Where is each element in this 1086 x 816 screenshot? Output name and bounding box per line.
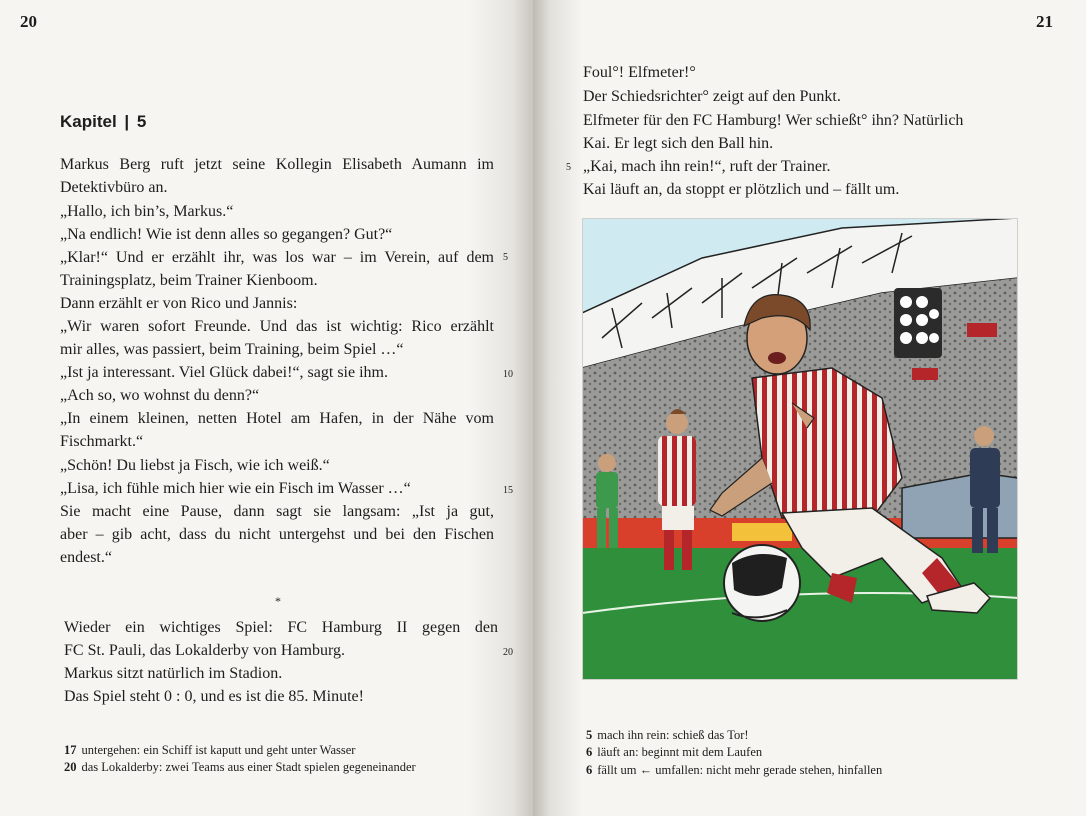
footnote-text: das Lokalderby: zwei Teams aus einer Stadt spielen gegeneinander (81, 760, 416, 774)
stadium-banner (967, 323, 997, 337)
text-line: „Na endlich! Wie ist denn alles so gegangen? Gut?“ (60, 226, 393, 243)
footnote-text: fällt um ← umfallen: nicht mehr gerade stehen, hinfallen (597, 763, 883, 777)
text-line: „Ist ja interessant. Viel Glück dabei!“, sagt sie ihm. (60, 364, 388, 381)
text-line: „Schön! Du liebst ja Fisch, wie ich weiß.“ (60, 457, 330, 474)
text-line: Kai läuft an, da stoppt er plötzlich und – fällt um. (583, 181, 900, 198)
chapter-heading (60, 112, 146, 132)
text-line: „Wir waren sofort Freunde. Und das ist wichtig: Rico erzählt (60, 318, 494, 335)
pitch-grass (582, 548, 1018, 680)
text-line: Dann erzählt er von Rico und Jannis: (60, 295, 298, 312)
text-line: „Ach so, wo wohnst du denn?“ (60, 387, 260, 404)
text-line: Trainingsplatz, beim Trainer Kienboom. (60, 272, 318, 289)
text-line: „Hallo, ich bin’s, Markus.“ (60, 203, 234, 220)
line-number: 10 (503, 369, 513, 380)
text-line: „Lisa, ich fühle mich hier wie ein Fisch im Wasser …“ (60, 480, 411, 497)
chapter-label: Kapitel (60, 112, 117, 131)
text-line: Elfmeter für den FC Hamburg! Wer schießt° ihn? Natürlich (583, 112, 964, 129)
text-line: Sie macht eine Pause, dann sagt sie langsam: „Ist ja gut, (60, 503, 494, 520)
footnote-text: läuft an: beginnt mit dem Laufen (597, 745, 763, 759)
footnote (586, 744, 762, 760)
ad-board (732, 523, 792, 541)
text-line: Der Schiedsrichter° zeigt auf den Punkt. (583, 88, 841, 105)
text-line: Markus sitzt natürlich im Stadion. (64, 665, 283, 682)
footnote-number: 17 (64, 743, 77, 757)
footnote-number: 6 (586, 745, 593, 759)
footnote (586, 727, 749, 743)
text-line: Fischmarkt.“ (60, 433, 144, 450)
text-line: aber – gib acht, dass du nicht untergehst und bei den Fischen (60, 526, 494, 543)
left-page (0, 0, 533, 816)
text-line: endest.“ (60, 549, 112, 566)
text-line: Detektivbüro an. (60, 179, 168, 196)
footnote (64, 759, 416, 775)
footnote (586, 762, 882, 778)
footnote-number: 20 (64, 760, 77, 774)
line-number: 5 (503, 252, 508, 263)
line-number: 15 (503, 485, 513, 496)
football-illustration (582, 218, 1018, 680)
chapter-number: 5 (136, 112, 147, 131)
text-line: „Klar!“ Und er erzählt ihr, was los war – im Verein, auf dem (60, 249, 494, 266)
footnote-number: 6 (586, 763, 593, 777)
chapter-separator: | (124, 112, 130, 131)
line-number: 20 (503, 647, 513, 658)
footnote (64, 742, 355, 758)
section-separator: * (275, 594, 281, 608)
text-line: „Kai, mach ihn rein!“, ruft der Trainer. (583, 158, 831, 175)
text-line: FC St. Pauli, das Lokalderby von Hamburg. (64, 642, 346, 659)
stadium-banner (912, 368, 938, 380)
footnote-text: untergehen: ein Schiff ist kaputt und geht unter Wasser (81, 743, 356, 757)
football (724, 545, 800, 621)
text-line: Das Spiel steht 0 : 0, und es ist die 85. Minute! (64, 688, 364, 705)
text-line: „In einem kleinen, netten Hotel am Hafen, in der Nähe vom (60, 410, 494, 427)
text-line: Foul°! Elfmeter!° (583, 64, 696, 81)
footnote-number: 5 (586, 728, 593, 742)
page-number-right: 21 (1036, 12, 1053, 31)
text-line: Kai. Er legt sich den Ball hin. (583, 135, 774, 152)
footnote-text: mach ihn rein: schieß das Tor! (597, 728, 749, 742)
page-number-left: 20 (20, 12, 37, 31)
text-line: mir alles, was passiert, beim Training, beim Spiel …“ (60, 341, 404, 358)
text-line: Markus Berg ruft jetzt seine Kollegin Elisabeth Aumann im (60, 156, 494, 173)
line-number: 5 (566, 162, 571, 173)
text-line: Wieder ein wichtiges Spiel: FC Hamburg II gegen den (64, 619, 498, 636)
floodlight (894, 288, 942, 358)
